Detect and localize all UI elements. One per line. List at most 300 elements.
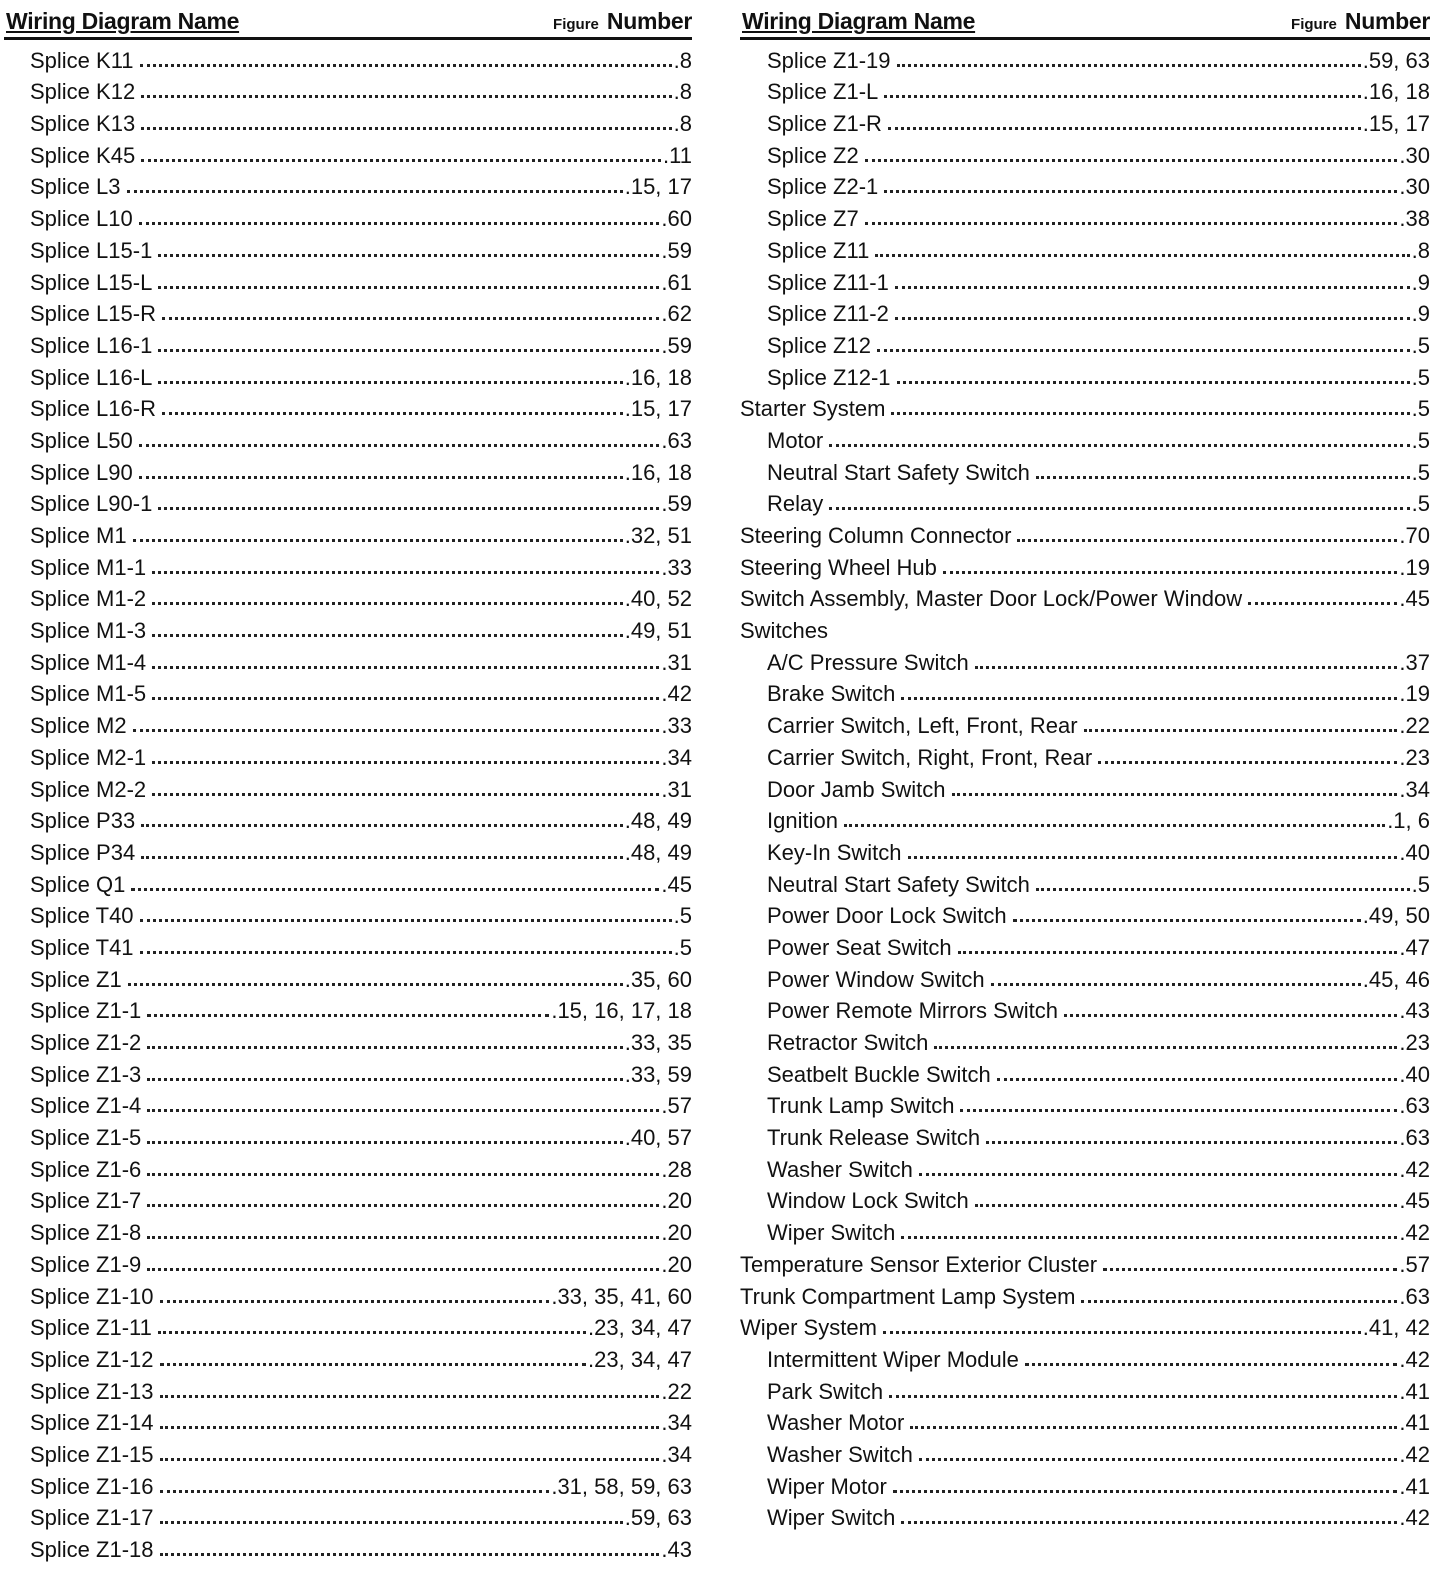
entry-figure-number: .34 (661, 1441, 692, 1467)
dot-leader (895, 286, 1410, 289)
header-figure-label: Figure (1291, 16, 1337, 33)
entry-figure-number: .22 (1399, 713, 1430, 739)
dot-leader (162, 412, 623, 415)
index-entry (4, 993, 692, 1025)
dot-leader (152, 666, 659, 669)
entry-name: Splice L16-1 (30, 332, 153, 358)
dot-leader (160, 1490, 550, 1493)
entry-name: Door Jamb Switch (767, 776, 946, 802)
index-entry (740, 1214, 1430, 1246)
index-entry (4, 1500, 692, 1532)
entry-name: Seatbelt Buckle Switch (767, 1061, 991, 1087)
index-entry (4, 486, 692, 518)
entry-name: Ignition (767, 808, 838, 834)
entry-name: Splice K13 (30, 111, 136, 137)
entry-name: Splice Z1-R (767, 111, 882, 137)
index-entry (4, 771, 692, 803)
dot-leader (139, 222, 660, 225)
entry-name: Splice L15-R (30, 301, 156, 327)
entry-name: Temperature Sensor Exterior Cluster (740, 1251, 1098, 1277)
index-entry (740, 1151, 1430, 1183)
index-entry (4, 422, 692, 454)
entry-name: Splice Z11 (767, 237, 870, 263)
entry-name: Splice Z1-8 (30, 1220, 142, 1246)
index-entry (4, 517, 692, 549)
dot-leader (958, 951, 1398, 954)
index-entry (4, 1468, 692, 1500)
index-entry (4, 42, 692, 74)
dot-leader (147, 1078, 622, 1081)
index-entry (740, 1436, 1430, 1468)
header-figure-label: Figure (553, 16, 599, 33)
index-entry (740, 1088, 1430, 1120)
entry-name: Carrier Switch, Left, Front, Rear (767, 713, 1078, 739)
index-entry (740, 771, 1430, 803)
index-entry (740, 200, 1430, 232)
index-entry (740, 42, 1430, 74)
dot-leader (152, 634, 623, 637)
entry-figure-number: .40 (1399, 1061, 1430, 1087)
index-entry (4, 1214, 692, 1246)
entry-name: Splice Z2-1 (767, 174, 879, 200)
entry-figure-number: .42 (1399, 1505, 1430, 1531)
entry-figure-number: .5 (673, 903, 692, 929)
entry-name: Steering Column Connector (740, 523, 1012, 548)
index-entry (4, 359, 692, 391)
entry-figure-number: .31, 58, 59, 63 (551, 1473, 692, 1499)
index-entry (4, 454, 692, 486)
dot-leader (158, 254, 659, 257)
header-diagram-name: Wiring Diagram Name (742, 8, 976, 34)
entry-name: Splice Z1-16 (30, 1473, 154, 1499)
entry-name: Wiper Motor (767, 1473, 887, 1499)
index-entry (740, 422, 1430, 454)
entry-figure-number: .34 (661, 744, 692, 770)
index-entry (4, 296, 692, 328)
dot-leader (152, 793, 659, 796)
entry-name: Splice K11 (30, 47, 134, 73)
entry-figure-number: .20 (661, 1220, 692, 1246)
entry-figure-number: .59 (661, 491, 692, 517)
dot-leader (140, 64, 672, 67)
index-entry (4, 1531, 692, 1563)
entry-figure-number: .5 (1411, 396, 1430, 422)
index-entry (4, 1056, 692, 1088)
entry-name: Splice L50 (30, 427, 133, 453)
header-number-label: Number (1344, 8, 1430, 34)
right-column (740, 6, 1430, 1531)
entry-figure-number: .57 (1399, 1251, 1430, 1277)
dot-leader (141, 856, 623, 859)
index-entry (740, 676, 1430, 708)
entry-name: Splice M1-2 (30, 586, 147, 612)
dot-leader (865, 222, 1398, 225)
entry-figure-number: .63 (661, 427, 692, 453)
dot-leader (127, 190, 623, 193)
index-entry (4, 1278, 692, 1310)
entry-name: Splice L15-L (30, 269, 153, 295)
index-entry (4, 1405, 692, 1437)
entry-figure-number: .23, 34, 47 (588, 1315, 692, 1341)
entry-figure-number: .28 (661, 1156, 692, 1182)
entry-name: Power Door Lock Switch (767, 903, 1007, 929)
entry-figure-number: .35, 60 (624, 966, 692, 992)
dot-leader (160, 1521, 623, 1524)
entry-figure-number: .41, 42 (1362, 1315, 1430, 1341)
entry-name: Splice M1 (30, 523, 127, 548)
entry-name: Splice Z1-10 (30, 1283, 154, 1309)
entry-figure-number: .45 (1399, 586, 1430, 612)
entry-figure-number: .63 (1399, 1093, 1430, 1119)
dot-leader (901, 1236, 1397, 1239)
index-entry (740, 929, 1430, 961)
dot-leader (158, 507, 659, 510)
dot-leader (133, 539, 623, 542)
entry-figure-number: .1, 6 (1387, 808, 1430, 834)
dot-leader (875, 254, 1409, 257)
entry-figure-number: .42 (1399, 1346, 1430, 1372)
entry-figure-number: .48, 49 (624, 839, 692, 865)
entry-figure-number: .15, 17 (624, 396, 692, 422)
entry-figure-number: .19 (1399, 681, 1430, 707)
dot-leader (891, 412, 1409, 415)
header-number-label: Number (606, 8, 692, 34)
dot-leader (160, 1553, 660, 1556)
entry-name: Starter System (740, 396, 886, 422)
entry-name: Splice Z1-14 (30, 1410, 154, 1436)
index-entry (4, 1373, 692, 1405)
entry-name: A/C Pressure Switch (767, 649, 969, 675)
right-entry-list (740, 42, 1430, 1531)
entry-name: Splice Z11-2 (767, 301, 889, 327)
index-entry (4, 898, 692, 930)
left-column (4, 6, 692, 1563)
dot-leader (888, 127, 1361, 130)
entry-figure-number: .31 (661, 776, 692, 802)
left-entry-list (4, 42, 692, 1563)
entry-figure-number: .8 (673, 79, 692, 105)
index-entry (740, 454, 1430, 486)
entry-name: Power Remote Mirrors Switch (767, 998, 1058, 1024)
dot-leader (960, 1109, 1397, 1112)
entry-name: Carrier Switch, Right, Front, Rear (767, 744, 1093, 770)
entry-figure-number: .33 (661, 554, 692, 580)
entry-figure-number: .40 (1399, 839, 1430, 865)
entry-figure-number: .16, 18 (1362, 79, 1430, 105)
entry-name: Splice Z12 (767, 332, 871, 358)
entry-name: Power Window Switch (767, 966, 985, 992)
index-entry (4, 74, 692, 106)
entry-figure-number: .45, 46 (1362, 966, 1430, 992)
index-entry (4, 137, 692, 169)
entry-figure-number: .48, 49 (624, 808, 692, 834)
entry-name: Key-In Switch (767, 839, 902, 865)
entry-name: Splice L3 (30, 174, 121, 200)
entry-figure-number: .57 (661, 1093, 692, 1119)
index-entry (740, 1310, 1430, 1342)
entry-figure-number: .9 (1411, 301, 1430, 327)
entry-figure-number: .30 (1399, 142, 1430, 168)
entry-name: Splice Z1-5 (30, 1125, 142, 1151)
entry-name: Switch Assembly, Master Door Lock/Power Window (740, 586, 1243, 612)
entry-name: Splice K12 (30, 79, 136, 105)
entry-figure-number: .43 (661, 1537, 692, 1562)
entry-name: Splice P33 (30, 808, 136, 834)
column-header (740, 6, 1430, 40)
entry-name: Brake Switch (767, 681, 896, 707)
index-entry (740, 1500, 1430, 1532)
entry-name: Splice Z11-1 (767, 269, 889, 295)
header-figure-number (553, 8, 692, 35)
dot-leader (1017, 539, 1397, 542)
entry-figure-number: .41 (1399, 1410, 1430, 1436)
dot-leader (884, 190, 1397, 193)
entry-name: Splice L16-L (30, 364, 153, 390)
dot-leader (160, 1363, 587, 1366)
entry-figure-number: .59 (661, 332, 692, 358)
index-entry (4, 1436, 692, 1468)
entry-name: Splice L16-R (30, 396, 156, 422)
entry-figure-number: .63 (1399, 1125, 1430, 1151)
entry-figure-number: .45 (661, 871, 692, 897)
entry-name: Splice M2 (30, 713, 127, 739)
entry-name: Splice Z7 (767, 206, 859, 232)
index-entry (740, 1468, 1430, 1500)
dot-leader (883, 1331, 1361, 1334)
dot-leader (829, 444, 1409, 447)
entry-figure-number: .20 (661, 1188, 692, 1214)
dot-leader (160, 1395, 660, 1398)
entry-figure-number: .59, 63 (1362, 47, 1430, 73)
entry-name: Splice M1-3 (30, 618, 147, 644)
entry-name: Washer Switch (767, 1441, 913, 1467)
entry-figure-number: .16, 18 (624, 364, 692, 390)
entry-name: Wiper System (740, 1315, 877, 1341)
dot-leader (1064, 1014, 1397, 1017)
index-entry (740, 1056, 1430, 1088)
index-entry (4, 232, 692, 264)
entry-figure-number: .40, 57 (624, 1125, 692, 1151)
dot-leader (877, 349, 1410, 352)
entry-name: Trunk Release Switch (767, 1125, 981, 1151)
entry-figure-number: .43 (1399, 998, 1430, 1024)
entry-name: Washer Switch (767, 1156, 913, 1182)
entry-name: Splice Z1-1 (30, 998, 142, 1024)
dot-leader (908, 856, 1398, 859)
entry-figure-number: .11 (663, 142, 692, 168)
dot-leader (975, 1204, 1398, 1207)
entry-figure-number: .33 (661, 713, 692, 739)
dot-leader (160, 1300, 550, 1303)
index-entry (4, 264, 692, 296)
dot-leader (162, 317, 659, 320)
index-entry (4, 739, 692, 771)
dot-leader (1036, 476, 1410, 479)
index-entry (4, 1024, 692, 1056)
index-entry (740, 1341, 1430, 1373)
index-entry (740, 327, 1430, 359)
entry-figure-number: .40, 52 (624, 586, 692, 612)
index-entry (4, 803, 692, 835)
entry-figure-number: .60 (661, 206, 692, 232)
index-entry (4, 581, 692, 613)
index-entry (740, 1405, 1430, 1437)
index-entry (740, 105, 1430, 137)
index-entry (740, 264, 1430, 296)
entry-name: Splice Z1-15 (30, 1441, 154, 1467)
index-entry (4, 866, 692, 898)
entry-figure-number: .62 (661, 301, 692, 327)
dot-leader (1025, 1363, 1398, 1366)
entry-name: Splice P34 (30, 839, 136, 865)
index-entry (4, 1183, 692, 1215)
index-entry (740, 1119, 1430, 1151)
entry-figure-number: .33, 35, 41, 60 (551, 1283, 692, 1309)
dot-leader (152, 697, 659, 700)
index-entry (740, 549, 1430, 581)
entry-figure-number: .15, 17 (624, 174, 692, 200)
dot-leader (139, 444, 660, 447)
index-entry (4, 1310, 692, 1342)
entry-name: Relay (767, 491, 824, 517)
index-entry (740, 296, 1430, 328)
entry-name: Switches (740, 618, 829, 644)
entry-figure-number: .38 (1399, 206, 1430, 232)
entry-name: Splice K45 (30, 142, 136, 168)
entry-figure-number: .49, 50 (1362, 903, 1430, 929)
dot-leader (147, 1046, 622, 1049)
entry-name: Splice M1-4 (30, 649, 147, 675)
index-entry (4, 644, 692, 676)
entry-name: Splice Q1 (30, 871, 126, 897)
entry-name: Splice Z1-9 (30, 1251, 142, 1277)
dot-leader (147, 1204, 659, 1207)
index-entry (4, 1246, 692, 1278)
entry-name: Splice M2-1 (30, 744, 147, 770)
entry-figure-number: .32, 51 (624, 523, 692, 548)
entry-figure-number: .5 (1411, 332, 1430, 358)
index-entry (740, 517, 1430, 549)
dot-leader (140, 951, 672, 954)
entry-figure-number: .42 (661, 681, 692, 707)
index-entry (4, 169, 692, 201)
dot-leader (893, 1490, 1398, 1493)
dot-leader (1248, 602, 1397, 605)
index-entry (4, 676, 692, 708)
index-entry (740, 486, 1430, 518)
index-entry (4, 961, 692, 993)
dot-leader (910, 1426, 1397, 1429)
dot-leader (1098, 761, 1397, 764)
dot-leader (1081, 1300, 1397, 1303)
entry-figure-number: .59 (661, 237, 692, 263)
dot-leader (158, 286, 659, 289)
entry-name: Splice Z2 (767, 142, 859, 168)
entry-figure-number: .5 (1411, 364, 1430, 390)
index-entry (740, 707, 1430, 739)
entry-figure-number: .42 (1399, 1220, 1430, 1246)
dot-leader (141, 95, 671, 98)
column-header (4, 6, 692, 40)
index-entry (4, 1119, 692, 1151)
index-entry (4, 549, 692, 581)
dot-leader (901, 1521, 1397, 1524)
index-entry (4, 707, 692, 739)
entry-name: Power Seat Switch (767, 934, 952, 960)
dot-leader (147, 1268, 659, 1271)
index-entry (740, 169, 1430, 201)
entry-figure-number: .30 (1399, 174, 1430, 200)
index-entry (740, 1024, 1430, 1056)
index-entry (740, 391, 1430, 423)
index-entry (740, 1183, 1430, 1215)
index-entry (4, 834, 692, 866)
entry-name: Splice Z1-7 (30, 1188, 142, 1214)
entry-name: Splice Z1-6 (30, 1156, 142, 1182)
entry-name: Splice M1-5 (30, 681, 147, 707)
dot-leader (919, 1173, 1398, 1176)
entry-name: Neutral Start Safety Switch (767, 871, 1030, 897)
entry-figure-number: .45 (1399, 1188, 1430, 1214)
entry-figure-number: .8 (673, 111, 692, 137)
dot-leader (889, 1395, 1397, 1398)
index-entry (740, 137, 1430, 169)
entry-name: Splice T41 (30, 934, 134, 960)
dot-leader (1013, 919, 1361, 922)
entry-name: Splice M1-1 (30, 554, 147, 580)
entry-name: Window Lock Switch (767, 1188, 969, 1214)
dot-leader (884, 95, 1360, 98)
dot-leader (901, 697, 1397, 700)
entry-figure-number: .23 (1399, 1030, 1430, 1055)
index-entry (740, 359, 1430, 391)
index-entry (4, 1088, 692, 1120)
entry-figure-number: .63 (1399, 1283, 1430, 1309)
dot-leader (897, 381, 1410, 384)
entry-figure-number: .33, 59 (624, 1061, 692, 1087)
index-entry (740, 1246, 1430, 1278)
entry-name: Splice T40 (30, 903, 134, 929)
entry-figure-number: .41 (1399, 1378, 1430, 1404)
entry-name: Trunk Compartment Lamp System (740, 1283, 1076, 1309)
entry-name: Intermittent Wiper Module (767, 1346, 1019, 1372)
entry-figure-number: .5 (1411, 427, 1430, 453)
entry-figure-number: .15, 17 (1362, 111, 1430, 137)
entry-name: Neutral Start Safety Switch (767, 459, 1030, 485)
index-entry (740, 739, 1430, 771)
entry-name: Park Switch (767, 1378, 884, 1404)
index-entry (740, 834, 1430, 866)
dot-leader (975, 666, 1398, 669)
index-entry (740, 961, 1430, 993)
dot-leader (952, 793, 1398, 796)
index-entry (740, 1278, 1430, 1310)
entry-figure-number: .20 (661, 1251, 692, 1277)
dot-leader (986, 1141, 1397, 1144)
index-entry (740, 993, 1430, 1025)
index-entry (740, 866, 1430, 898)
entry-name: Splice Z1-12 (30, 1346, 154, 1372)
entry-figure-number: .9 (1411, 269, 1430, 295)
entry-figure-number: .8 (673, 47, 692, 73)
index-entry (740, 803, 1430, 835)
entry-name: Splice Z1-19 (767, 47, 891, 73)
entry-figure-number: .5 (673, 934, 692, 960)
index-entry (740, 581, 1430, 613)
entry-figure-number: .34 (1399, 776, 1430, 802)
entry-name: Splice Z1-11 (30, 1315, 152, 1341)
entry-name: Splice L90 (30, 459, 133, 485)
